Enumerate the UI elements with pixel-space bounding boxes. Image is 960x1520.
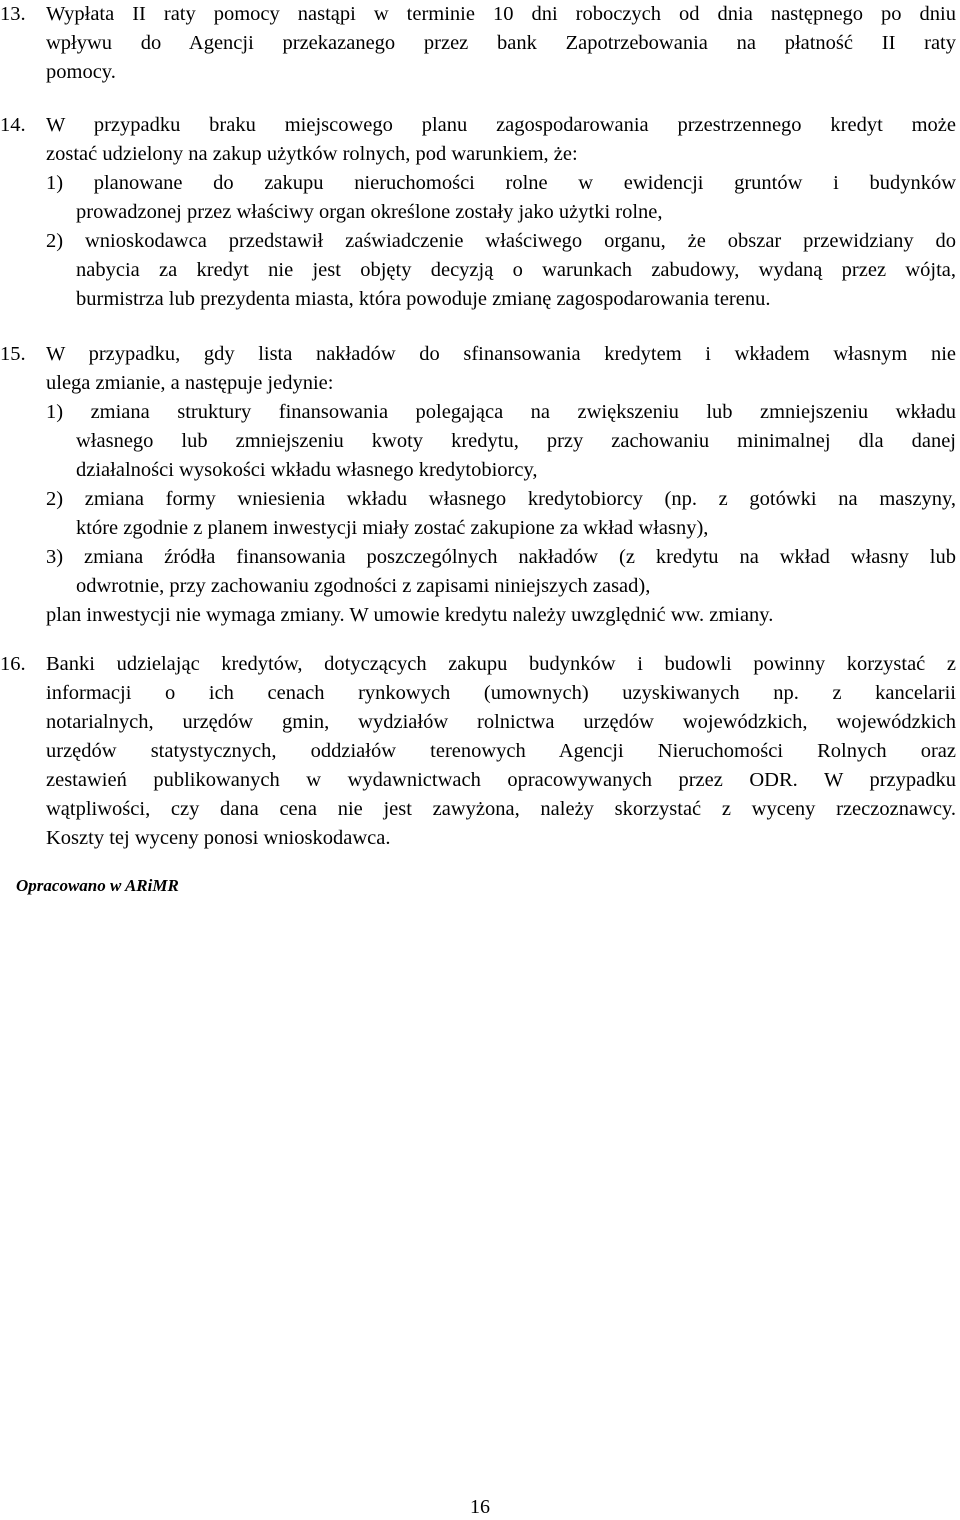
item-line: prowadzonej przez właściwy organ określone zostały jako użytki rolne, — [76, 201, 663, 223]
item-line: 2) wnioskodawca przedstawił zaświadczenie właściwego organu, że obszar przewidziany do — [46, 230, 956, 252]
item-line: wątpliwości, czy dana cena nie jest zawyżona, należy skorzystać z wyceny rzeczoznawcy. — [46, 798, 956, 820]
item-line: wpływu do Agencji przekazanego przez bank Zapotrzebowania na płatność II raty — [46, 32, 956, 54]
item-line: pomocy. — [46, 61, 116, 83]
item-line: Koszty tej wyceny ponosi wnioskodawca. — [46, 827, 391, 849]
item-line: Wypłata II raty pomocy nastąpi w terminie 10 dni roboczych od dnia następnego po dniu — [46, 3, 956, 25]
item-line: odwrotnie, przy zachowaniu zgodności z zapisami niniejszych zasad), — [76, 575, 651, 597]
item-line: działalności wysokości wkładu własnego kredytobiorcy, — [76, 459, 538, 481]
item-line: własnego lub zmniejszeniu kwoty kredytu, przy zachowaniu minimalnej dla danej — [76, 430, 956, 452]
item-number: 15. — [0, 343, 26, 365]
item-line: burmistrza lub prezydenta miasta, która powoduje zmianę zagospodarowania terenu. — [76, 288, 771, 310]
footer-note: Opracowano w ARiMR — [16, 876, 179, 895]
item-line: plan inwestycji nie wymaga zmiany. W umowie kredytu należy uwzględnić ww. zmiany. — [46, 604, 774, 626]
item-number: 16. — [0, 653, 26, 675]
item-line: zestawień publikowanych w wydawnictwach opracowywanych przez ODR. W przypadku — [46, 769, 956, 791]
page-number: 16 — [470, 1496, 490, 1518]
item-number: 13. — [0, 3, 26, 25]
item-line: Banki udzielając kredytów, dotyczących zakupu budynków i budowli powinny korzystać z — [46, 653, 956, 675]
item-line: 1) planowane do zakupu nieruchomości rolne w ewidencji gruntów i budynków — [46, 172, 956, 194]
item-line: które zgodnie z planem inwestycji miały zostać zakupione za wkład własny), — [76, 517, 709, 539]
item-line: nabycia za kredyt nie jest objęty decyzją o warunkach zabudowy, wydaną przez wójta, — [76, 259, 956, 281]
item-line: zostać udzielony na zakup użytków rolnych, pod warunkiem, że: — [46, 143, 578, 165]
item-line: 3) zmiana źródła finansowania poszczególnych nakładów (z kredytu na wkład własny lub — [46, 546, 956, 568]
item-line: ulega zmianie, a następuje jedynie: — [46, 372, 334, 394]
item-number: 14. — [0, 114, 26, 136]
item-line: W przypadku, gdy lista nakładów do sfinansowania kredytem i wkładem własnym nie — [46, 343, 956, 365]
item-line: notarialnych, urzędów gmin, wydziałów rolnictwa urzędów wojewódzkich, wojewódzkich — [46, 711, 956, 733]
item-line: 1) zmiana struktury finansowania polegająca na zwiększeniu lub zmniejszeniu wkładu — [46, 401, 956, 423]
item-line: 2) zmiana formy wniesienia wkładu własnego kredytobiorcy (np. z gotówki na maszyny, — [46, 488, 956, 510]
item-line: informacji o ich cenach rynkowych (umownych) uzyskiwanych np. z kancelarii — [46, 682, 956, 704]
item-line: urzędów statystycznych, oddziałów terenowych Agencji Nieruchomości Rolnych oraz — [46, 740, 956, 762]
item-line: W przypadku braku miejscowego planu zagospodarowania przestrzennego kredyt może — [46, 114, 956, 136]
